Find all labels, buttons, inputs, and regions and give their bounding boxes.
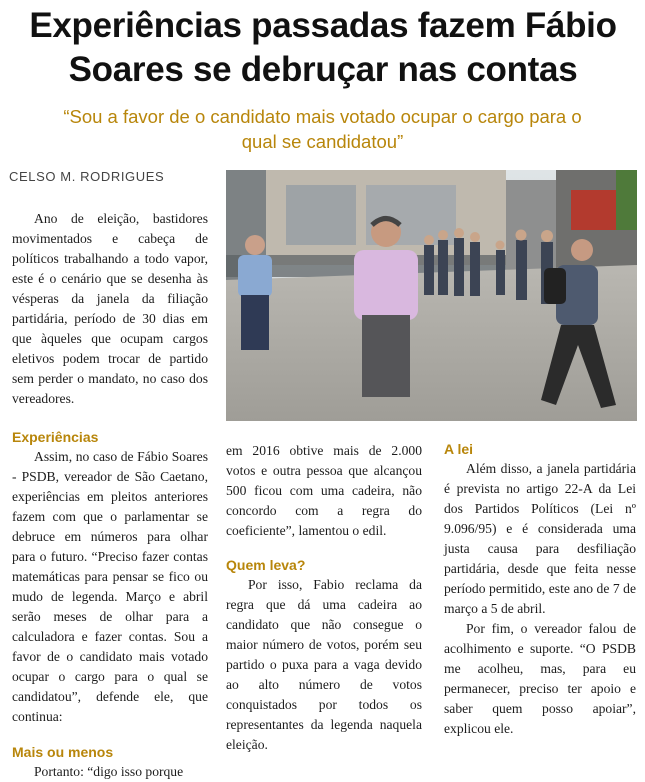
column-1 [12, 209, 208, 782]
author-byline: CELSO M. RODRIGUES [9, 169, 165, 184]
column-3 [444, 439, 636, 739]
column-2 [226, 441, 422, 755]
paragraph: Assim, no caso de Fábio Soares - PSDB, vereador de São Caetano, experiências em pleitos anteriores fazem com que o parlamentar se debruce em números para olhar para o futuro. “Preciso fazer contas matemáticas para pensar se fico ou mudo de legenda. Março e abril serão meses de olhar para a calculadora e fazer contas. Sou a favor de o candidato mais votado ocupar o cargo para o qual se candidatou”, defende ele, que continua: [12, 449, 208, 724]
intro-paragraph: Ano de eleição, bastidores movimentados e cabeça de políticos trabalhando a todo vapor, este é o cenário que se desenha às vésperas da janela da filiação partidária, período de 30 dias em que àqueles que ocupam cargos eletivos podem trocar de partido sem perder o mandato, no caso dos vereadores. [12, 211, 208, 406]
paragraph: Por isso, Fabio reclama da regra que dá uma cadeira ao candidato que não consegue o maior número de votos, porém seu partido o puxa para a vaga devido ao alto número de votos conquistados por todos os representantes da legenda naquela eleição. [226, 577, 422, 752]
subheading-mais-ou-menos: Mais ou menos [12, 744, 114, 760]
article-photo [226, 170, 637, 421]
article-headline: Experiências passadas fazem Fábio Soares se debruçar nas contas [29, 6, 617, 89]
subheading-quem-leva: Quem leva? [226, 557, 306, 573]
subheading-a-lei: A lei [444, 441, 474, 457]
paragraph: em 2016 obtive mais de 2.000 votos e outra pessoa que alcançou 500 ficou com uma cadeira, não concordo com a regra do coeficiente”, lamentou o edil. [226, 443, 422, 538]
paragraph: Além disso, a janela partidária é prevista no artigo 22-A da Lei dos Partidos Políticos (Lei nº 9.096/95) e é considerada uma justa causa para desfiliação partidária, desde que feita nesse período permitido, este ano de 7 de março a 5 de abril. [444, 461, 636, 616]
subheading-experiencias: Experiências [12, 429, 99, 445]
pull-quote: “Sou a favor de o candidato mais votado ocupar o cargo para o qual se candidatou” [63, 106, 582, 152]
paragraph: Por fim, o vereador falou de acolhimento e suporte. “O PSDB me acolheu, mas, para eu permanecer, preciso ter apoio e saber quem posso apoiar”, explicou ele. [444, 621, 636, 736]
paragraph: Portanto: “digo isso porque [34, 764, 184, 779]
